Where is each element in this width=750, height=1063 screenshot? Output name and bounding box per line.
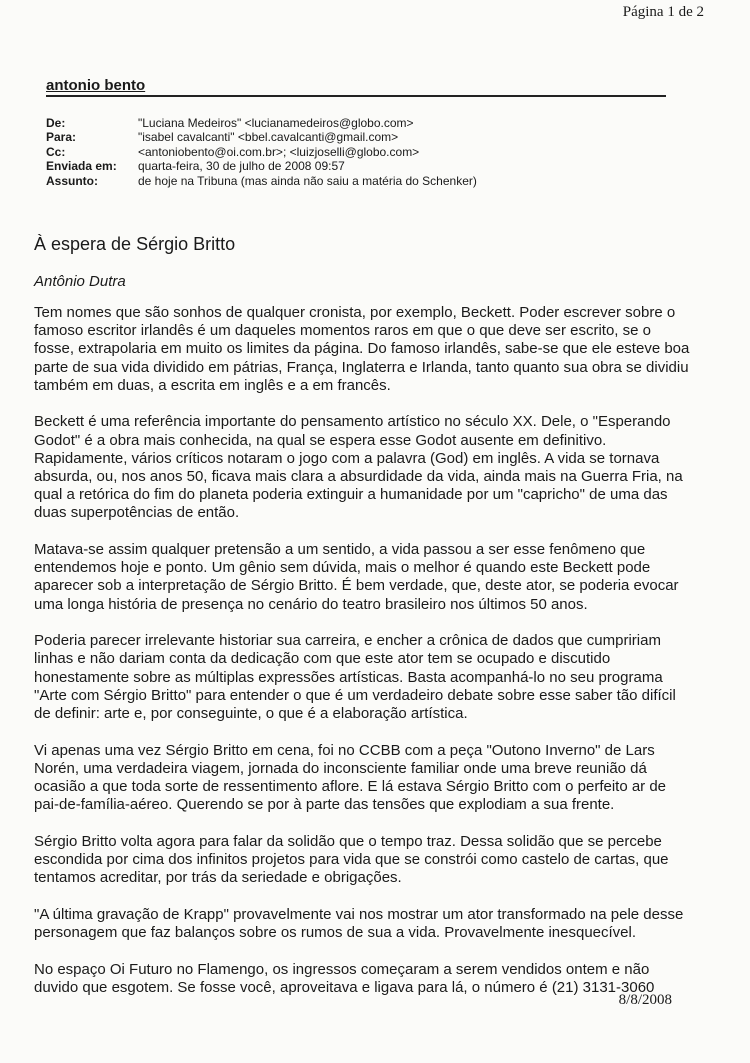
- footer-date: 8/8/2008: [618, 992, 672, 1008]
- article-title: À espera de Sérgio Britto: [34, 234, 236, 254]
- article-paragraph: Poderia parecer irrelevante historiar sua carreira, e encher a crônica de dados que cumpririam linhas e não dariam conta da dedicação com que este ator tem se ocupado e discutido honestamente sobre as múltiplas expressões artísticas. Basta acompanhá-lo no seu programa "Arte com Sérgio Britto" para entender o que é um verdadeiro debate sobre esse saber tão difícil de definir: arte e, por conseguinte, o que é a elaboração artística.: [34, 632, 676, 723]
- article-paragraph: Tem nomes que são sonhos de qualquer cronista, por exemplo, Beckett. Poder escrever sobre o famoso escritor irlandês é um daqueles momentos raros em que o que deve ser escrito, se o fosse, extrapolaria em muito os limites da página. Do famoso irlandês, sabe-se que ele esteve boa parte de sua vida dividido em pátrias, França, Inglaterra e Irlanda, tanto quanto sua obra se dividiu também em duas, a escrita em inglês e a em francês.: [34, 304, 690, 394]
- sender-name-header: [46, 77, 666, 97]
- header-label: De:: [46, 116, 66, 130]
- header-row-to: [46, 130, 477, 144]
- article-body: [34, 304, 694, 1015]
- article-paragraph: Matava-se assim qualquer pretensão a um sentido, a vida passou a ser esse fenômeno que entendemos hoje e ponto. Um gênio sem dúvida, mais o melhor é quando este Beckett pode aparecer sob a interpretação de Sérgio Britto. É bem verdade, que, deste ator, se poderia evocar uma longa história de presença no cenário do teatro brasileiro nos últimos 50 anos.: [34, 541, 679, 613]
- header-row-subject: [46, 174, 477, 188]
- header-row-cc: [46, 145, 477, 159]
- header-value: quarta-feira, 30 de julho de 2008 09:57: [138, 159, 345, 174]
- header-value: "Luciana Medeiros" <lucianamedeiros@globo.com>: [138, 116, 414, 130]
- header-row-from: [46, 116, 477, 130]
- header-value: de hoje na Tribuna (mas ainda não saiu a matéria do Schenker): [138, 173, 477, 188]
- header-label: Enviada em:: [46, 159, 117, 174]
- email-headers: [46, 116, 477, 188]
- page-number: Página 1 de 2: [622, 4, 704, 20]
- header-label: Cc:: [46, 144, 66, 159]
- header-value: "isabel cavalcanti" <bbel.cavalcanti@gmail.com>: [138, 130, 399, 145]
- header-label: Para:: [46, 130, 77, 145]
- header-value: <antoniobento@oi.com.br>; <luizjoselli@globo.com>: [138, 144, 420, 159]
- article-paragraph: Sérgio Britto volta agora para falar da solidão que o tempo traz. Dessa solidão que se percebe escondida por cima dos infinitos projetos para vida que se constrói como castelo de cartas, que tentamos acreditar, por trás da seriedade e obrigações.: [34, 832, 669, 887]
- article-paragraph: "A última gravação de Krapp" provavelmente vai nos mostrar um ator transformado na pele desse personagem que faz balanços sobre os rumos de sua a vida. Provavelmente inesquecível.: [34, 905, 684, 942]
- header-row-sent: [46, 159, 477, 173]
- article-paragraph: Beckett é uma referência importante do pensamento artístico no século XX. Dele, o "Esperando Godot" é a obra mais conhecida, na qual se espera esse Godot ausente em definitivo. Rapidamente, vários críticos notaram o jogo com a palavra (God) em inglês. A vida se tornava absurda, ou, nos anos 50, ficava mais clara a absurdidade da vida, ainda mais na Guerra Fria, na qual a retórica do fim do planeta poderia extinguir a humanidade por um "capricho" de uma das duas superpotências de então.: [34, 413, 683, 522]
- article-author: Antônio Dutra: [34, 273, 126, 290]
- article-paragraph: Vi apenas uma vez Sérgio Britto em cena, foi no CCBB com a peça "Outono Inverno" de Lars Norén, uma verdadeira viagem, jornada do inconsciente familiar onde uma breve reunião dá ocasião a que toda sorte de ressentimento aflore. E lá estava Sérgio Britto com o perfeito ar de pai-de-família-aéreo. Querendo se por à parte das tensões que explodiam a sua frente.: [34, 741, 667, 814]
- header-label: Assunto:: [46, 173, 98, 188]
- sender-name: antonio bento: [46, 77, 146, 94]
- article-paragraph: No espaço Oi Futuro no Flamengo, os ingressos começaram a serem vendidos ontem e não duvido que esgotem. Se fosse você, aproveitava e ligava para lá, o número é (21) 3131-3060: [34, 960, 655, 996]
